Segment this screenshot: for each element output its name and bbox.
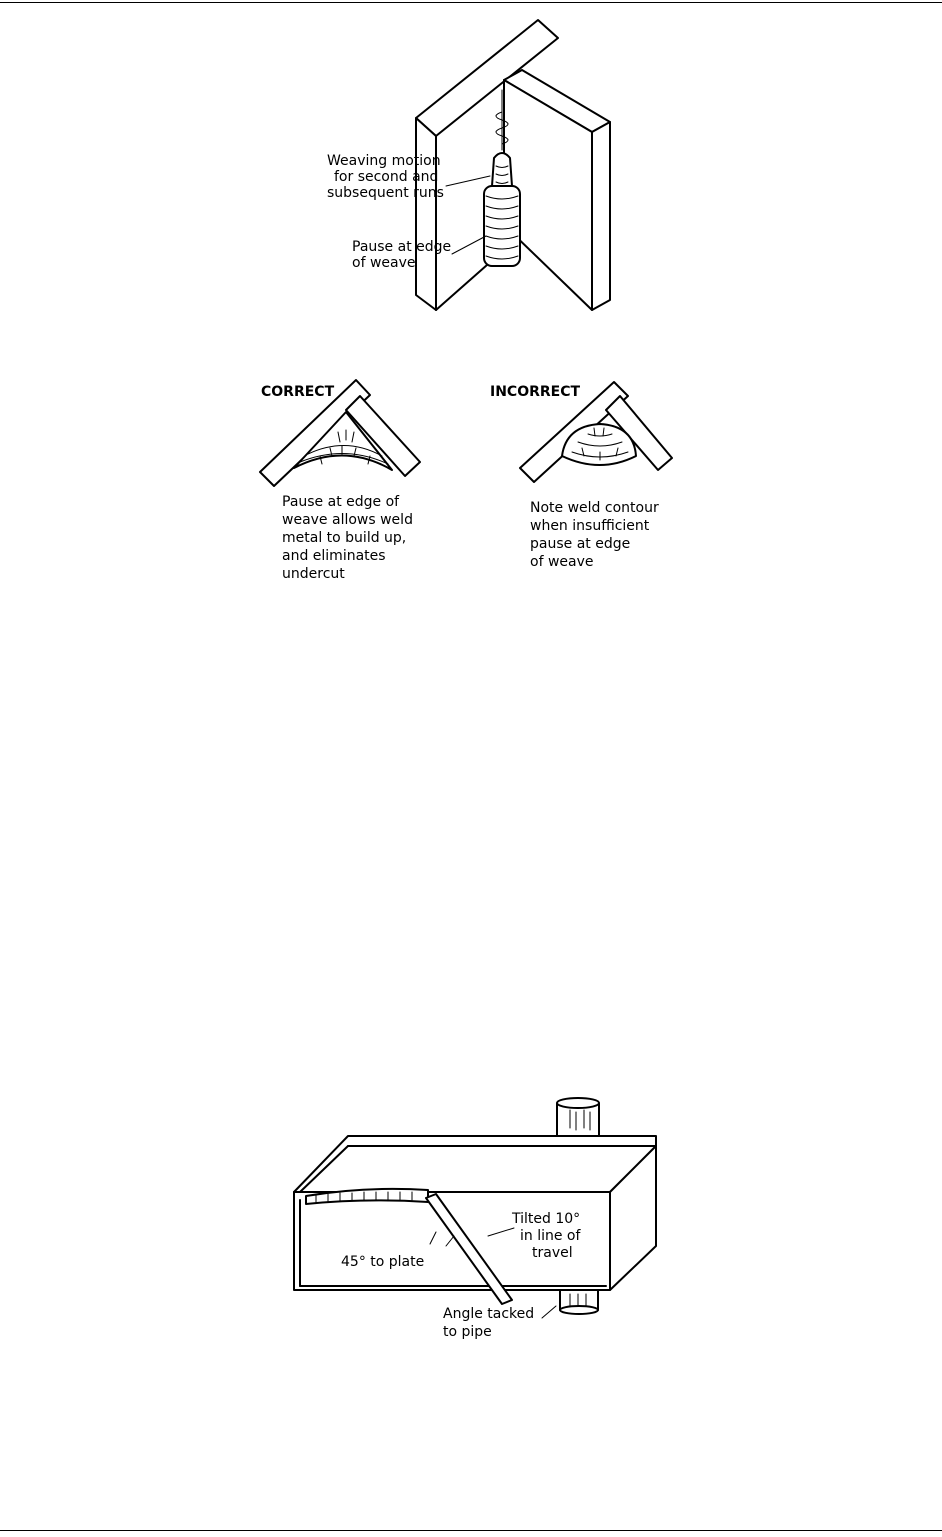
figure-correct [260,380,420,582]
pipe-bottom [560,1290,598,1314]
caption-incorrect: Note weld contour when insufficient pause at edge of weave [530,500,659,570]
heading-incorrect: INCORRECT [490,384,581,400]
heading-correct: CORRECT [261,384,335,400]
leader-weaving [446,176,490,186]
figure-vertical-weave [327,20,610,310]
label-angle-tacked: Angle tacked to pipe [443,1306,535,1340]
figure-angle-tacked [294,1098,656,1340]
label-tilted: Tilted 10° in line of travel [512,1211,581,1261]
caption-correct: Pause at edge of weave allows weld metal to build up, and eliminates undercut [282,494,413,582]
label-pause-at-edge: Pause at edge of weave [352,239,452,271]
pipe-top [557,1098,599,1137]
label-weaving-motion: Weaving motion for second and subsequent runs [327,153,444,201]
leader-pause [452,236,486,254]
label-45-to-plate: 45° to plate [341,1254,425,1270]
figure-incorrect [490,382,672,570]
